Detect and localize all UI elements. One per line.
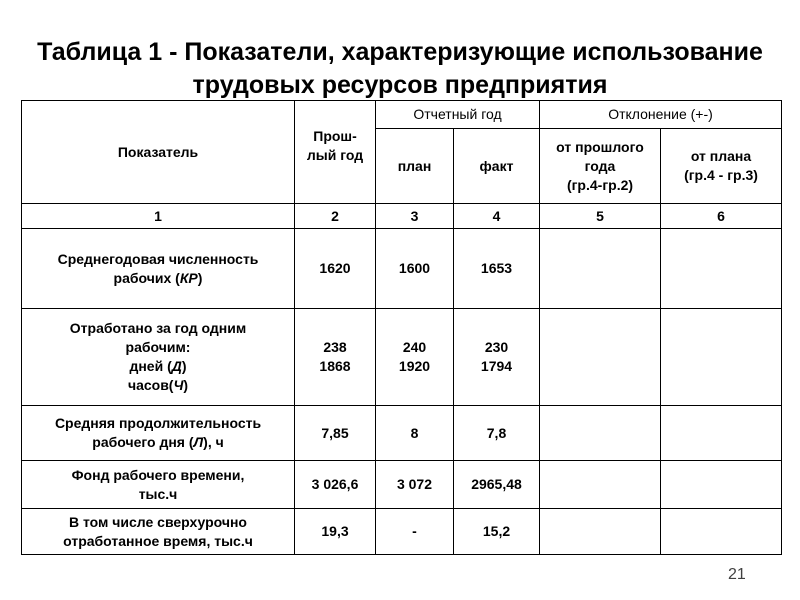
header-from-plan-line: (гр.4 - гр.3) <box>684 167 758 183</box>
indicator-label <box>22 461 295 509</box>
table-row <box>22 509 782 555</box>
cell-value: 3 072 <box>396 476 433 492</box>
column-number-row <box>22 204 782 229</box>
column-number: 6 <box>661 204 782 229</box>
indicator-label-line: Среднегодовая численность <box>57 250 259 267</box>
cell-value: 1653 <box>480 260 513 276</box>
header-deviation: Отклонение (+-) <box>540 101 782 129</box>
value-cell-previous <box>295 309 376 406</box>
slide-title <box>0 36 800 102</box>
indicator-label <box>22 406 295 461</box>
cell-value: 7,85 <box>321 424 349 441</box>
value-cell-plan <box>376 309 454 406</box>
cell-value: - <box>412 523 417 539</box>
indicator-label <box>22 229 295 309</box>
value-cell-dev-plan <box>661 461 782 509</box>
column-number: 3 <box>376 204 454 229</box>
indicator-label-line: Отработано за год одним <box>69 320 247 336</box>
cell-value: 1868 <box>319 358 351 374</box>
value-cell-plan <box>376 406 454 461</box>
cell-value: 1600 <box>398 260 431 276</box>
value-cell-dev-previous <box>540 461 661 509</box>
indicator-label-line: отработанное время, тыс.ч <box>63 532 253 549</box>
value-cell-previous <box>295 509 376 555</box>
indicator-label-line: Фонд рабочего времени, <box>71 466 245 483</box>
value-cell-previous <box>295 406 376 461</box>
indicator-label-line: дней (Д) <box>129 358 187 374</box>
header-from-plan-line: от плана <box>690 148 752 164</box>
title-line-1: Таблица 1 - Показатели, характеризующие использование <box>37 38 763 66</box>
value-cell-dev-previous <box>540 406 661 461</box>
value-cell-fact <box>454 309 540 406</box>
value-cell-plan <box>376 509 454 555</box>
value-cell-plan <box>376 461 454 509</box>
value-cell-plan <box>376 229 454 309</box>
column-number: 2 <box>295 204 376 229</box>
title-line-2: трудовых ресурсов предприятия <box>192 71 608 99</box>
indicator-label-line: рабочих (КР) <box>113 269 203 286</box>
cell-value: 2965,48 <box>471 476 522 492</box>
value-cell-fact <box>454 509 540 555</box>
indicator-label-line: рабочего дня (Л), ч <box>92 434 224 450</box>
cell-value: 15,2 <box>482 523 511 539</box>
cell-value: 1620 <box>319 260 351 276</box>
header-from-previous-line: от прошлого <box>556 138 644 155</box>
indicators-table <box>21 100 782 555</box>
indicator-label <box>22 309 295 406</box>
value-cell-previous <box>295 461 376 509</box>
value-cell-previous <box>295 229 376 309</box>
header-fact: факт <box>454 129 540 204</box>
cell-value: 1920 <box>398 358 431 374</box>
value-cell-fact <box>454 406 540 461</box>
value-cell-dev-previous <box>540 309 661 406</box>
value-cell-fact <box>454 229 540 309</box>
indicator-label-line: часов(Ч) <box>127 377 189 393</box>
indicator-label <box>22 509 295 555</box>
cell-value: 1794 <box>480 358 513 374</box>
header-from-previous-line: (гр.4-гр.2) <box>566 176 634 193</box>
header-from-previous <box>540 129 661 204</box>
value-cell-dev-plan <box>661 509 782 555</box>
table-row <box>22 461 782 509</box>
cell-value: 19,3 <box>321 523 349 539</box>
indicator-label-line: тыс.ч <box>138 485 178 502</box>
column-number: 1 <box>22 204 295 229</box>
value-cell-dev-previous <box>540 229 661 309</box>
header-from-previous-line: года <box>584 157 616 174</box>
header-previous-year-line: лый год <box>306 147 364 163</box>
cell-value: 7,8 <box>486 424 507 441</box>
header-indicator: Показатель <box>22 101 295 204</box>
value-cell-fact <box>454 461 540 509</box>
value-cell-dev-plan <box>661 309 782 406</box>
column-number: 4 <box>454 204 540 229</box>
value-cell-dev-plan <box>661 406 782 461</box>
value-cell-dev-previous <box>540 509 661 555</box>
indicator-label-line: Средняя продолжительность <box>54 415 262 431</box>
cell-value: 3 026,6 <box>311 476 359 492</box>
page-number: 21 <box>728 566 746 583</box>
header-reporting-year: Отчетный год <box>376 101 540 129</box>
header-previous-year <box>295 101 376 204</box>
cell-value: 238 <box>323 339 347 355</box>
value-cell-dev-plan <box>661 229 782 309</box>
data-rows <box>22 229 782 555</box>
indicator-label-line: рабочим: <box>125 339 191 355</box>
table-row <box>22 406 782 461</box>
cell-value: 230 <box>484 339 509 355</box>
header-plan: план <box>376 129 454 204</box>
cell-value: 8 <box>410 424 419 441</box>
table-row <box>22 309 782 406</box>
column-number: 5 <box>540 204 661 229</box>
indicator-label-line: В том числе сверхурочно <box>68 513 247 530</box>
table-row <box>22 229 782 309</box>
header-previous-year-line: Прош- <box>313 128 357 144</box>
header-from-plan <box>661 129 782 204</box>
cell-value: 240 <box>402 339 427 355</box>
